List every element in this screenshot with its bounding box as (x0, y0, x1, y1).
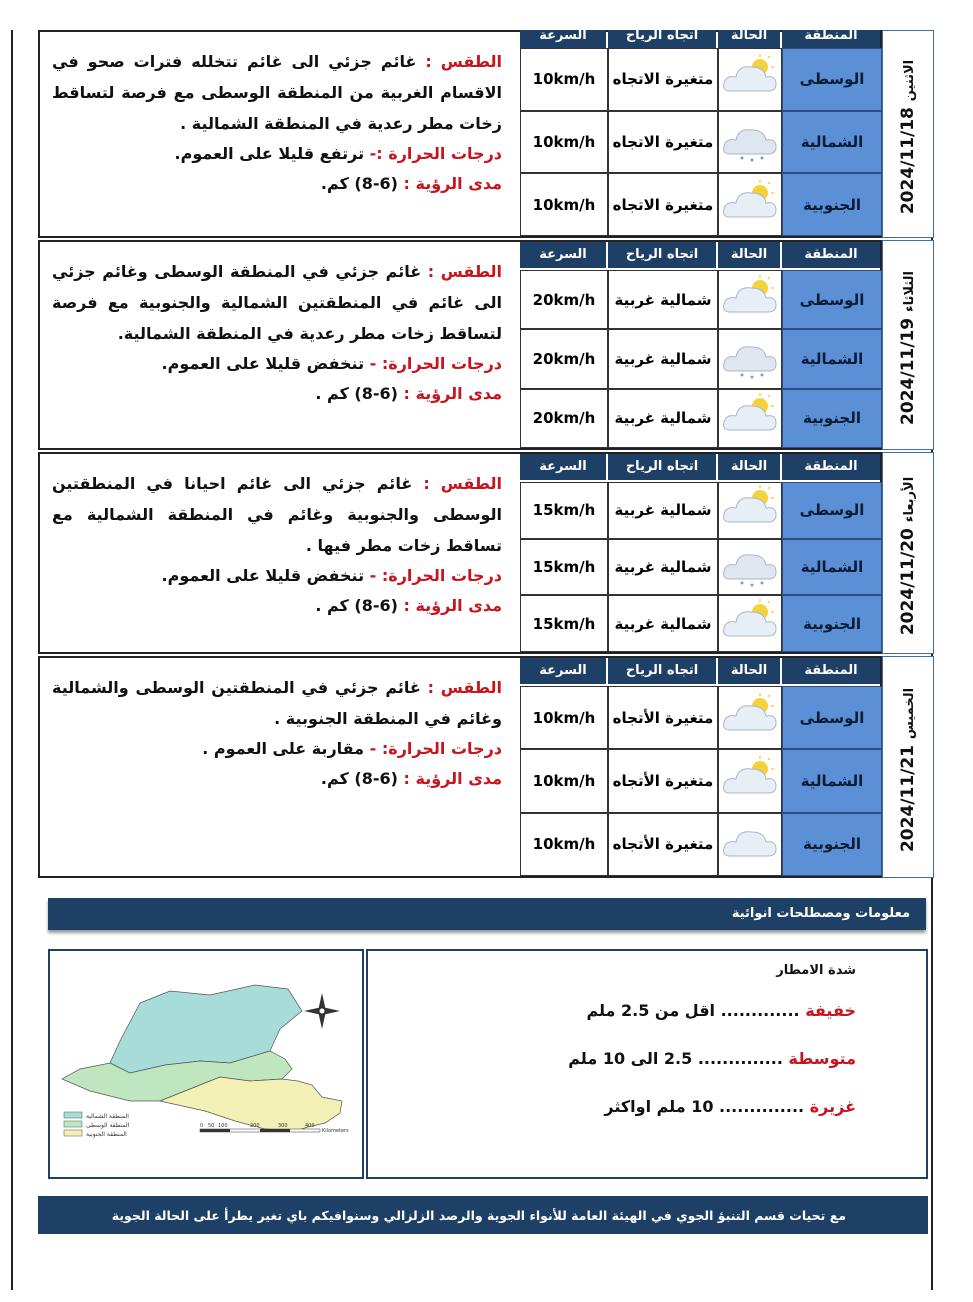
rain-intensity-panel (366, 949, 928, 1179)
visibility-line: مدى الرؤية : (6-8) كم . (315, 596, 502, 615)
date: 2024/11/18 (898, 107, 918, 215)
region-cell: الوسطى (782, 48, 882, 111)
rain-level-row (586, 1001, 856, 1020)
wind-direction-cell: شمالية غربية (608, 595, 718, 652)
wind-direction-cell: شمالية غربية (608, 482, 718, 539)
wind-speed-cell: 10km/h (520, 749, 608, 812)
map-panel (48, 949, 364, 1179)
weather-line: الطقس : غائم جزئي في المنطقة الوسطى وغائم جزئي الى غائم في المنطقتين الشمالية والجنوبية مع فرصة لتساقط زخات مطر رعدية في المنطقة الشمالية. (52, 262, 502, 343)
weather-state-cell (718, 111, 782, 174)
wind-direction-cell: شمالية غربية (608, 389, 718, 448)
rain-cloud-icon (720, 333, 780, 385)
weather-state-cell (718, 595, 782, 652)
partly-cloudy-icon (720, 392, 780, 444)
weather-line: الطقس : غائم جزئي الى غائم تتخلله فترات صحو في الاقسام الغربية من المنطقة الوسطى مع فرصة لتساقط زخات مطر رعدية في المنطقة الشمالية . (52, 52, 502, 133)
header-region: المنطقة (782, 242, 880, 268)
temperature-line: درجات الحرارة: - مقاربة على العموم . (202, 739, 502, 758)
svg-text:300: 300 (278, 1123, 288, 1129)
header-speed: السرعة (520, 454, 606, 480)
svg-text:Kilometers: Kilometers (322, 1128, 349, 1134)
weather-state-cell (718, 813, 782, 876)
footer-bar (38, 1196, 928, 1234)
legend-north: المنطقة الشمالية (86, 1113, 129, 1120)
wind-speed-cell: 10km/h (520, 173, 608, 236)
wind-speed-cell: 20km/h (520, 270, 608, 329)
map-legend (64, 1112, 130, 1138)
header-wind-dir: اتجاه الرياح (608, 30, 716, 48)
svg-text:200: 200 (250, 1123, 260, 1129)
header-region: المنطقة (782, 454, 880, 480)
partly-cloudy-icon (720, 179, 780, 231)
visibility-line: مدى الرؤية : (6-8) كم . (315, 384, 502, 403)
weather-state-cell (718, 270, 782, 329)
visibility-line: مدى الرؤية : (6-8) كم. (320, 769, 502, 788)
compass-rose-icon (304, 993, 340, 1029)
rain-cloud-icon (720, 541, 780, 593)
rain-level-name: خفيفة (805, 1001, 856, 1020)
date-column (882, 656, 934, 878)
info-title-bar (48, 898, 926, 930)
wind-speed-cell: 15km/h (520, 482, 608, 539)
forecast-text (52, 468, 502, 621)
wind-direction-cell: متغيرة الاتجاه (608, 173, 718, 236)
wind-speed-cell: 15km/h (520, 595, 608, 652)
svg-text:100: 100 (218, 1123, 228, 1129)
region-cell: الجنوبية (782, 173, 882, 236)
rain-level-row (568, 1049, 856, 1068)
wind-direction-cell: متغيرة الأتجاه (608, 686, 718, 749)
forecast-text (52, 46, 502, 199)
wind-speed-cell: 10km/h (520, 813, 608, 876)
partly-cloudy-icon (720, 692, 780, 744)
day-name: الأربعاء (902, 476, 917, 523)
wind-speed-cell: 15km/h (520, 539, 608, 596)
header-region: المنطقة (782, 30, 880, 48)
rain-level-desc: .............. 2.5 الى 10 ملم (568, 1049, 783, 1068)
date-column (882, 240, 934, 450)
header-speed: السرعة (520, 658, 606, 684)
wind-direction-cell: شمالية غربية (608, 329, 718, 388)
partly-cloudy-icon (720, 274, 780, 326)
region-cell: الشمالية (782, 111, 882, 174)
day-name: الاثنين (902, 59, 917, 102)
region-cell: الجنوبية (782, 595, 882, 652)
date-column (882, 452, 934, 654)
forecast-text (52, 256, 502, 409)
wind-direction-cell: متغيرة الاتجاه (608, 111, 718, 174)
wind-speed-cell: 10km/h (520, 111, 608, 174)
weather-state-cell (718, 389, 782, 448)
legend-south: المنطقة الجنوبية (86, 1131, 127, 1138)
rain-level-row (604, 1097, 856, 1116)
day-name: الثلاثاء (902, 271, 917, 312)
header-state: الحالة (718, 658, 780, 684)
rain-level-name: متوسطة (788, 1049, 856, 1068)
day-name: الخميس (902, 687, 917, 740)
date: 2024/11/20 (898, 528, 918, 636)
wind-direction-cell: شمالية غربية (608, 270, 718, 329)
rain-cloud-icon (720, 116, 780, 168)
info-title: معلومات ومصطلحات انوائية (731, 906, 910, 921)
weather-state-cell (718, 329, 782, 388)
wind-direction-cell: شمالية غربية (608, 539, 718, 596)
region-cell: الشمالية (782, 749, 882, 812)
footer-text: مع تحيات قسم التنبؤ الجوي في الهيئة العامة للأنواء الجوية والرصد الزلزالي وسنوافيكم باي تغير يطرأ على الحالة الجوية (111, 1208, 846, 1223)
partly-cloudy-icon (720, 484, 780, 536)
weather-line: الطقس : غائم جزئي في المنطقتين الوسطى والشمالية وغائم في المنطقة الجنوبية . (52, 678, 503, 728)
weather-state-cell (718, 173, 782, 236)
rain-level-name: غزيرة (809, 1097, 856, 1116)
date-column (882, 30, 934, 238)
iraq-map (50, 951, 362, 1177)
wind-speed-cell: 20km/h (520, 389, 608, 448)
rain-level-desc: .............. 10 ملم اواكثر (604, 1097, 805, 1116)
rain-title: شدة الامطار (776, 963, 856, 978)
visibility-line: مدى الرؤية : (6-8) كم. (320, 174, 502, 193)
temperature-line: درجات الحرارة: - تنخفض قليلا على العموم. (161, 354, 502, 373)
partly-cloudy-icon (720, 755, 780, 807)
partly-cloudy-icon (720, 598, 780, 650)
weather-state-cell (718, 482, 782, 539)
region-cell: الوسطى (782, 482, 882, 539)
region-cell: الوسطى (782, 270, 882, 329)
header-state: الحالة (718, 454, 780, 480)
wind-speed-cell: 10km/h (520, 686, 608, 749)
svg-text:400: 400 (305, 1123, 315, 1129)
header-speed: السرعة (520, 30, 606, 48)
header-region: المنطقة (782, 658, 880, 684)
header-state: الحالة (718, 242, 780, 268)
region-cell: الشمالية (782, 329, 882, 388)
wind-direction-cell: متغيرة الاتجاه (608, 48, 718, 111)
header-wind-dir: اتجاه الرياح (608, 242, 716, 268)
header-speed: السرعة (520, 242, 606, 268)
weather-state-cell (718, 48, 782, 111)
region-cell: الجنوبية (782, 389, 882, 448)
header-wind-dir: اتجاه الرياح (608, 658, 716, 684)
weather-state-cell (718, 539, 782, 596)
wind-speed-cell: 20km/h (520, 329, 608, 388)
legend-central: المنطقة الوسطى (86, 1122, 130, 1129)
weather-state-cell (718, 686, 782, 749)
header-wind-dir: اتجاه الرياح (608, 454, 716, 480)
weather-line: الطقس : غائم جزئي الى غائم احيانا في المنطقتين الوسطى والجنوبية وغائم في المنطقة الشمالية مع تساقط زخات مطر فيها . (52, 474, 502, 555)
temperature-line: درجات الحرارة :- ترتفع قليلا على العموم. (174, 144, 502, 163)
svg-text:0: 0 (200, 1123, 204, 1129)
date: 2024/11/19 (898, 317, 918, 425)
wind-direction-cell: متغيرة الأتجاه (608, 813, 718, 876)
cloudy-icon (720, 818, 780, 870)
rain-level-desc: ............. اقل من 2.5 ملم (586, 1001, 800, 1020)
partly-cloudy-icon (720, 53, 780, 105)
region-cell: الشمالية (782, 539, 882, 596)
wind-speed-cell: 10km/h (520, 48, 608, 111)
svg-text:50: 50 (208, 1123, 215, 1129)
temperature-line: درجات الحرارة: - تنخفض قليلا على العموم. (161, 566, 502, 585)
region-cell: الجنوبية (782, 813, 882, 876)
region-cell: الوسطى (782, 686, 882, 749)
header-state: الحالة (718, 30, 780, 48)
date: 2024/11/21 (898, 744, 918, 853)
wind-direction-cell: متغيرة الأتجاه (608, 749, 718, 812)
forecast-text (52, 672, 502, 794)
weather-state-cell (718, 749, 782, 812)
